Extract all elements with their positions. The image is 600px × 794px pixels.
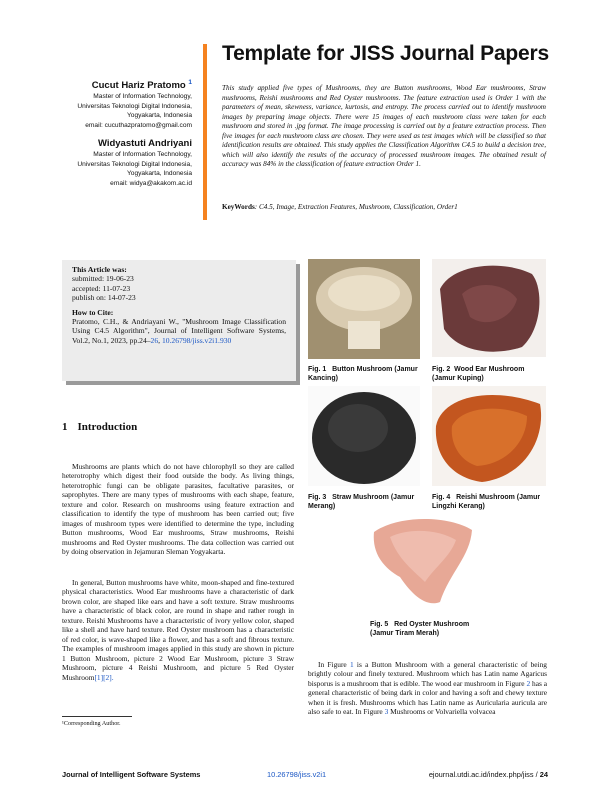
author-name-2: Widyastuti Andriyani (97, 138, 192, 149)
paper-title: Template for JISS Journal Papers (222, 42, 549, 65)
right-column-paragraph: In Figure 1 is a Button Mushroom with a general characteristic of being brightly colour and finely textured. Mushroom which has Latin name Agaricus bisporus is a mushroom that is edible. The wood ear mushroom in Figure 2 has a general characteristic of being dark in color and having a soft and chewy texture when it is fresh. Mushrooms which has Latin name as Auricularia auricula are also safe to eat. In Figure 3 Mushrooms or Volvariella volvacea (308, 660, 547, 717)
section-heading: 1 Introduction (62, 421, 138, 433)
article-info-box (62, 260, 296, 381)
published-date: publish on: 14-07-23 (72, 293, 136, 303)
footer-doi-link[interactable]: 10.26798/jiss.v2i1 (267, 770, 327, 779)
accepted-date: accepted: 11-07-23 (72, 283, 131, 293)
author-affiliation: Universitas Teknologi Digital Indonesia, (77, 102, 192, 110)
author-block-1 (12, 76, 192, 131)
author-affiliation: Universitas Teknologi Digital Indonesia, (77, 160, 192, 168)
submitted-date: submitted: 19-06-23 (72, 274, 134, 284)
author-affiliation: Master of Information Technology, (93, 93, 192, 101)
figure-ref-link[interactable]: 3 (384, 707, 389, 717)
author-city: Yogyakarta, Indonesia (126, 170, 192, 178)
title-accent-bar (203, 44, 207, 220)
author-name-1: Cucut Hariz Pratomo $^1$ (91, 79, 192, 92)
figure-3-image (308, 386, 420, 486)
author-city: Yogyakarta, Indonesia (126, 112, 192, 120)
footer-url-page: ejournal.utdi.ac.id/index.php/jiss / 24 (428, 770, 548, 779)
cite-label: How to Cite: (72, 307, 114, 317)
doi-link[interactable]: 10.26798/jiss.v2i1.930 (161, 335, 232, 345)
figure-2-image (432, 259, 546, 357)
figure-ref-link[interactable]: 1 (349, 660, 354, 669)
figure-5-image (370, 512, 476, 612)
footnote-rule (62, 716, 132, 717)
figure-4-image (432, 386, 546, 486)
figure-5-caption: Fig. 5 Red Oyster Mushroom (Jamur Tiram Merah) (370, 621, 470, 637)
abstract: This study applied five types of Mushrooms, they are Button mushrooms, Wood Ear mushrooms, Straw mushrooms, Reishi mushrooms and Red Oyster mushrooms. The feature extraction used is Order 1 with the parameters of mean, skewness, variance, kurtosis, and entropy. The process carried out to identify mushroom images by preparing image objects. There were 15 images of each mushroom class were taken for each mushroom and stored in .jpg format. The image processing is carried out by a feature extraction process. Then five images for each mushroom class are chosen. They were used as test images which will be classified so that identification results are obtained. This study applies the Classification Algorithm C4.5 to build a decision tree, which will also identify the results of the accuracy of processed mushroom images. The obtained result of accuracy was 84% in the classification of feature extraction Order 1. (222, 84, 546, 168)
reference-link[interactable]: [1][2]. (94, 672, 114, 682)
author-affiliation: Master of Information Technology, (93, 151, 192, 158)
article-status-label: This Article was: (72, 265, 127, 274)
keywords: KeyWords: C4.5, Image, Extraction Features, Mushroom, Classification, Order1 (222, 203, 458, 211)
figure-1-caption: Fig. 1 Button Mushroom (Jamur Kancing) (308, 366, 418, 382)
citation: Pratomo, C.H., & Andriayani W., "Mushroom Image Classification Using C4.5 Algorithm", Journal of Intelligent Software Systems, Vol.2, No.1, 2023, pp.24–26, 10.26798/jiss.v2i1.930 (72, 317, 286, 345)
cite-pages-link[interactable]: 26 (150, 335, 159, 345)
author-email: email: widya@akakom.ac.id (110, 179, 192, 187)
figure-ref-link[interactable]: 2 (526, 678, 531, 688)
intro-paragraph-2: In general, Button mushrooms have white, moon-shaped and fine-textured physical characteristics. Wood Ear mushrooms have a characteristic of dark brown color, are shaped like ears and have a soft texture. Straw mushrooms have a characteristic of black color, are round in shape and rather rough in texture. Reishi Mushrooms have a characteristic of ivory yellow color, shaped like a shell and have hard texture. Red Oyster mushroom has a characteristic of red color, is wave-shaped like a flower, and has a soft and fibrous texture. The examples of mushroom images applied in this study are shown in picture 1 Button Mushroom, picture 2 Wood Ear Mushroom, picture 3 Straw Mushroom, picture 4 Reishi Mushroom, and picture 5 Red Oyster Mushroom[1][2]. (62, 578, 294, 682)
footnote: ¹Corresponding Author. (62, 720, 121, 727)
author-block-2 (12, 137, 192, 188)
author-email: email: cucuthazpratomo@gmail.com (85, 121, 192, 129)
figure-1-image (308, 259, 420, 359)
figure-3-caption: Fig. 3 Straw Mushroom (Jamur Merang) (308, 494, 415, 510)
figure-2-caption: Fig. 2 Wood Ear Mushroom (Jamur Kuping) (432, 366, 525, 382)
footer-journal-name: Journal of Intelligent Software Systems (62, 770, 201, 779)
intro-paragraph-1: Mushrooms are plants which do not have chlorophyll so they are called heterotrophy which digest their food outside the body. As living things, heterotrophic fungi can be obligate parasites, facultative parasites, or saprophytes. There are many types of mushrooms with each shape, feature, texture and color. Research on mushrooms using feature extraction and classification to identify the type of mushroom has been carried out; five images of mushroom types were identified to determine the type, including Button mushrooms, Wood Ear mushrooms, Straw mushrooms, Reishi mushrooms and Red Oyster mushrooms. The data collection was carried out by doing observation in Jejamuran Sleman Yogyakarta. (62, 462, 294, 557)
figure-4-caption: Fig. 4 Reishi Mushroom (Jamur Lingzhi Kerang) (432, 494, 541, 510)
